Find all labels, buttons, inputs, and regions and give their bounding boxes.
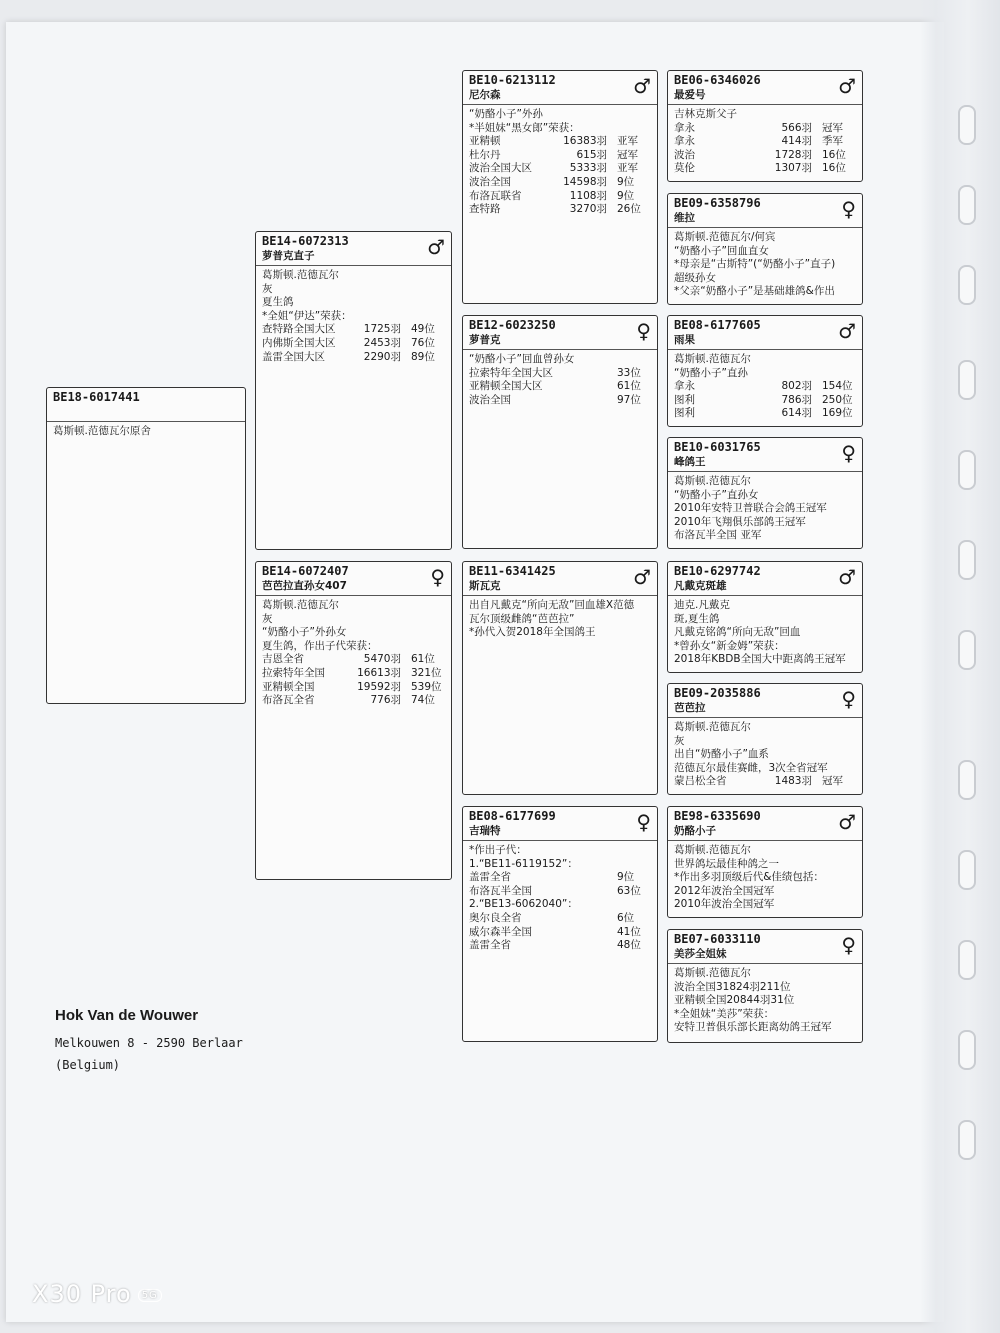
pedigree-card-sss [667, 70, 863, 182]
info-line: 2010年飞翔俱乐部鸽王冠军 [674, 515, 806, 528]
binder-hole [958, 265, 976, 305]
pigeon-name: 最爱号 [674, 89, 706, 101]
result-row [469, 190, 651, 204]
bird-count: 16613羽 [357, 666, 401, 679]
pigeon-name: 奶酪小子 [674, 825, 716, 837]
card-body [256, 596, 451, 711]
bird-count: 19592羽 [357, 680, 401, 693]
bird-count: 2453羽 [363, 336, 401, 349]
ring-number: BE10-6031765 [674, 440, 761, 454]
card-body [463, 105, 657, 220]
info-line: 亚精顿全国20844羽31位 [674, 994, 795, 1007]
card-header [668, 316, 862, 350]
card-header [668, 194, 862, 228]
result-row [469, 926, 651, 940]
placing: 16位 [822, 162, 846, 175]
race-name: 查特路 [469, 203, 501, 216]
info-line: 夏生鸽，作出子代荣获： [262, 639, 378, 652]
info-line: 范德瓦尔最佳赛雌，3次全省冠军 [674, 761, 828, 774]
pedigree-card-dds [667, 806, 863, 918]
binder-hole [958, 360, 976, 400]
male-icon: ♂ [427, 235, 445, 259]
ring-number: BE12-6023250 [469, 318, 556, 332]
card-body [668, 105, 862, 179]
bird-count [565, 394, 607, 408]
binder-hole [958, 1120, 976, 1160]
pigeon-name: 维拉 [674, 212, 695, 224]
placing: 9位 [617, 175, 635, 188]
card-body [463, 841, 657, 956]
race-name: 蒙吕松全省 [674, 775, 727, 788]
card-body [668, 596, 862, 670]
binder-hole [958, 940, 976, 980]
result-row [469, 939, 651, 953]
result-row [469, 367, 651, 381]
card-header [256, 562, 451, 596]
ring-number: BE09-2035886 [674, 686, 761, 700]
result-row [674, 394, 856, 408]
race-name: 亚精顿 [469, 135, 501, 148]
pedigree-card-subject [46, 387, 246, 704]
info-line: 吉林克斯父子 [674, 108, 737, 120]
female-icon: ♀ [636, 810, 651, 834]
race-name: 威尔森半全国 [469, 925, 532, 938]
bird-count [565, 367, 607, 381]
placing: 321位 [411, 666, 442, 679]
info-line: 葛斯顿.范德瓦尔 [674, 353, 751, 365]
info-line: 2.“BE13-6062040”： [469, 898, 578, 911]
race-name: 拉索特年全国 [262, 666, 325, 679]
result-row [262, 681, 445, 695]
race-name: 波治全国 [469, 175, 511, 188]
pigeon-name: 芭芭拉 [674, 702, 706, 714]
binder-hole [958, 850, 976, 890]
info-line: *作出多羽顶级后代&佳绩包括： [674, 871, 824, 884]
info-line: 2018年KBDB全国大中距离鸽王冠军 [674, 653, 846, 666]
pedigree-card-dam [255, 561, 452, 880]
info-line: 灰 [262, 612, 273, 625]
female-icon: ♀ [430, 565, 445, 589]
placing: 250位 [822, 393, 853, 406]
result-row [674, 135, 856, 149]
address-line: Melkouwen 8 - 2590 Berlaar [55, 1036, 243, 1050]
info-line: 布洛瓦半全国 亚军 [674, 529, 762, 542]
card-header [463, 807, 657, 841]
result-row [674, 162, 856, 176]
card-body [47, 422, 245, 442]
result-row [674, 775, 856, 789]
ring-number: BE08-6177699 [469, 809, 556, 823]
info-line: 灰 [262, 282, 273, 295]
result-row [469, 162, 651, 176]
placing: 539位 [411, 680, 442, 693]
info-line: 1.“BE11-6119152”： [469, 857, 578, 870]
card-body [668, 350, 862, 424]
male-icon: ♂ [838, 810, 856, 834]
race-name: 图利 [674, 393, 695, 406]
card-body [463, 596, 657, 643]
female-icon: ♀ [841, 197, 856, 221]
race-name: 亚精顿全国大区 [469, 380, 543, 393]
pigeon-name: 尼尔森 [469, 89, 501, 101]
country-line: (Belgium) [55, 1058, 121, 1072]
info-line: “奶酪小子”回血曾孙女 [469, 353, 575, 365]
bird-count [565, 885, 607, 899]
bird-count: 566羽 [781, 121, 812, 134]
result-row [674, 122, 856, 136]
female-icon: ♀ [636, 319, 651, 343]
result-row [262, 337, 445, 351]
card-body [256, 266, 451, 367]
placing: 74位 [411, 694, 435, 707]
card-header [668, 684, 862, 718]
pedigree-card-ddd [667, 929, 863, 1043]
card-header [668, 930, 862, 964]
card-body [668, 472, 862, 546]
bird-count: 1108羽 [569, 189, 607, 202]
info-line: 2010年安特卫普联合会鸽王冠军 [674, 502, 827, 515]
result-row [674, 380, 856, 394]
placing: 97位 [617, 393, 641, 406]
info-line: “奶酪小子”直孙 [674, 366, 748, 379]
ring-number: BE10-6297742 [674, 564, 761, 578]
result-row [262, 323, 445, 337]
info-line: 瓦尔顶级雌鸽“芭芭拉” [469, 612, 575, 625]
race-name: 图利 [674, 407, 695, 420]
binder-hole [958, 760, 976, 800]
bird-count [565, 912, 607, 926]
info-line: “奶酪小子”回血直女 [674, 244, 769, 257]
ring-number: BE09-6358796 [674, 196, 761, 210]
bird-count [565, 380, 607, 394]
card-body [668, 228, 862, 302]
pedigree-card-dsd [667, 683, 863, 795]
info-line: “奶酪小子”直孙女 [674, 488, 759, 501]
pedigree-card-sire [255, 231, 452, 550]
placing: 61位 [617, 380, 641, 393]
result-row [469, 135, 651, 149]
pigeon-name: 峰鸽王 [674, 456, 706, 468]
race-name: 莫伦 [674, 162, 695, 175]
binder-hole [958, 185, 976, 225]
info-line: 世界鸽坛最佳种鸽之一 [674, 857, 779, 870]
result-row [262, 667, 445, 681]
card-header [256, 232, 451, 266]
placing: 89位 [411, 350, 435, 363]
info-line: 葛斯顿.范德瓦尔 [674, 721, 751, 733]
info-line: *孙代入贺2018年全国鸽王 [469, 626, 596, 639]
card-body [668, 718, 862, 792]
card-body [463, 350, 657, 410]
binder-hole [958, 105, 976, 145]
pedigree-card-sds [667, 315, 863, 427]
bird-count: 614羽 [781, 407, 812, 420]
bird-count [565, 939, 607, 953]
race-name: 盖雷全省 [469, 871, 511, 884]
info-line: 迪克.凡戴克 [674, 599, 730, 611]
placing: 26位 [617, 203, 641, 216]
pedigree-card-sdd [667, 437, 863, 549]
race-name: 查特路全国大区 [262, 323, 336, 336]
bird-count: 1307羽 [774, 162, 812, 175]
race-name: 布洛瓦全省 [262, 694, 315, 707]
card-header [668, 807, 862, 841]
pedigree-card-sire-dam [462, 315, 658, 549]
binder-hole [958, 630, 976, 670]
ring-number: BE06-6346026 [674, 73, 761, 87]
male-icon: ♂ [633, 74, 651, 98]
placing: 9位 [617, 189, 635, 202]
bird-count: 414羽 [781, 135, 812, 148]
info-line: 葛斯顿.范德瓦尔 [262, 269, 339, 281]
result-row [674, 149, 856, 163]
result-row [469, 885, 651, 899]
info-line: 葛斯顿.范德瓦尔 [262, 599, 339, 611]
ring-number: BE08-6177605 [674, 318, 761, 332]
card-header [47, 388, 245, 422]
result-row [469, 912, 651, 926]
placing: 63位 [617, 884, 641, 897]
result-row [469, 394, 651, 408]
info-line: 2012年波治全国冠军 [674, 884, 775, 897]
male-icon: ♂ [838, 319, 856, 343]
result-row [674, 407, 856, 421]
info-line: 凡戴克铭鸽“所向无敌”回血 [674, 626, 801, 639]
race-name: 内佛斯全国大区 [262, 336, 336, 349]
pedigree-card-sire-sire [462, 70, 658, 304]
card-header [463, 71, 657, 105]
ring-number: BE11-6341425 [469, 564, 556, 578]
info-line: 超级孙女 [674, 271, 716, 284]
binder-hole [958, 450, 976, 490]
bird-count: 3270羽 [569, 203, 607, 216]
card-body [668, 841, 862, 915]
pigeon-name: 美莎全姐妹 [674, 948, 727, 960]
info-line: 葛斯顿.范德瓦尔/何宾 [674, 231, 776, 243]
result-row [262, 351, 445, 365]
placing: 49位 [411, 323, 435, 336]
female-icon: ♀ [841, 441, 856, 465]
race-name: 拿永 [674, 380, 695, 393]
info-line: 波治全国31824羽211位 [674, 980, 791, 993]
pigeon-name: 萝普克 [469, 334, 501, 346]
race-name: 杜尔丹 [469, 148, 501, 161]
loft-name: Hok Van de Wouwer [55, 1007, 199, 1024]
ring-number: BE18-6017441 [53, 390, 140, 404]
bird-count: 2290羽 [363, 350, 401, 363]
placing: 亚军 [617, 162, 638, 175]
info-line: *父亲“奶酪小子”是基础雄鸽&作出 [674, 285, 835, 298]
info-line: 夏生鸽 [262, 296, 294, 309]
placing: 9位 [617, 871, 635, 884]
pigeon-name: 斯瓦克 [469, 580, 501, 592]
info-line: 斑,夏生鸽 [674, 612, 720, 625]
placing: 季军 [822, 135, 843, 148]
card-header [668, 562, 862, 596]
card-body [668, 964, 862, 1038]
bird-count: 5333羽 [569, 162, 607, 175]
placing: 61位 [411, 653, 435, 666]
camera-model: X30 Pro [32, 1280, 132, 1308]
race-name: 拉索特年全国大区 [469, 366, 553, 379]
result-row [469, 149, 651, 163]
result-row [469, 176, 651, 190]
loft-address [55, 1032, 243, 1076]
info-line: *全姐妹“美莎”荣获： [674, 1007, 775, 1020]
card-header [463, 562, 657, 596]
placing: 亚军 [617, 135, 638, 148]
ring-number: BE07-6033110 [674, 932, 761, 946]
pigeon-name: 凡戴克斑雄 [674, 580, 727, 592]
race-name: 波治全国大区 [469, 162, 532, 175]
bird-count: 786羽 [781, 393, 812, 406]
race-name: 盖雷全省 [469, 939, 511, 952]
binder-hole [958, 1030, 976, 1070]
placing: 冠军 [617, 148, 638, 161]
card-header [668, 71, 862, 105]
camera-watermark [32, 1280, 162, 1308]
ring-number: BE14-6072313 [262, 234, 349, 248]
info-line: 出自“奶酪小子”血系 [674, 748, 769, 761]
male-icon: ♂ [838, 74, 856, 98]
race-name: 拿永 [674, 121, 695, 134]
info-line: *全姐“伊达”荣获： [262, 309, 352, 322]
info-line: *半姐妹“黑女郎”荣获： [469, 121, 580, 134]
info-line: 葛斯顿.范德瓦尔 [674, 844, 751, 856]
bird-count: 1728羽 [774, 148, 812, 161]
placing: 16位 [822, 148, 846, 161]
bird-count: 1483羽 [774, 775, 812, 788]
placing: 76位 [411, 336, 435, 349]
result-row [262, 653, 445, 667]
race-name: 波治 [674, 148, 695, 161]
race-name: 吉恩全省 [262, 653, 304, 666]
bird-count [565, 871, 607, 885]
result-row [469, 203, 651, 217]
female-icon: ♀ [841, 933, 856, 957]
pedigree-card-dss [667, 561, 863, 673]
binder-hole [958, 540, 976, 580]
info-line: 出自凡戴克“所向无敌”回血雄X范德 [469, 599, 635, 611]
placing: 冠军 [822, 775, 843, 788]
result-row [469, 380, 651, 394]
info-line: *曾孙女“新金姆”荣获： [674, 639, 785, 652]
info-line: 葛斯顿.范德瓦尔原舍 [53, 425, 151, 437]
pigeon-name: 吉瑞特 [469, 825, 501, 837]
race-name: 拿永 [674, 135, 695, 148]
placing: 6位 [617, 911, 635, 924]
race-name: 亚精顿全国 [262, 680, 315, 693]
placing: 48位 [617, 939, 641, 952]
bird-count: 14598羽 [563, 175, 607, 188]
info-line: 2010年波治全国冠军 [674, 898, 775, 911]
network-badge: 5G [138, 1289, 162, 1302]
pedigree-card-ssd [667, 193, 863, 305]
info-line: 葛斯顿.范德瓦尔 [674, 967, 751, 979]
race-name: 波治全国 [469, 393, 511, 406]
bird-count: 16383羽 [563, 135, 607, 148]
placing: 41位 [617, 925, 641, 938]
bird-count: 615羽 [576, 148, 607, 161]
result-row [469, 871, 651, 885]
race-name: 盖雷全国大区 [262, 350, 325, 363]
ring-number: BE10-6213112 [469, 73, 556, 87]
placing: 169位 [822, 407, 853, 420]
pigeon-name: 芭芭拉直孙女407 [262, 580, 347, 592]
placing: 154位 [822, 380, 853, 393]
female-icon: ♀ [841, 687, 856, 711]
placing: 冠军 [822, 121, 843, 134]
ring-number: BE14-6072407 [262, 564, 349, 578]
placing: 33位 [617, 366, 641, 379]
info-line: *作出子代： [469, 844, 527, 856]
pigeon-name: 萝普克直子 [262, 250, 315, 262]
race-name: 奥尔良全省 [469, 911, 522, 924]
info-line: *母亲是“古斯特”(“奶酪小子”直子) [674, 258, 836, 271]
info-line: “奶酪小子”外孙女 [262, 626, 347, 639]
info-line: “奶酪小子”外孙 [469, 108, 543, 120]
card-header [463, 316, 657, 350]
result-row [262, 694, 445, 708]
card-header [668, 438, 862, 472]
pedigree-card-dam-dam [462, 806, 658, 1042]
bird-count [565, 926, 607, 940]
bird-count: 802羽 [781, 380, 812, 393]
race-name: 布洛瓦联省 [469, 189, 522, 202]
race-name: 布洛瓦半全国 [469, 884, 532, 897]
pedigree-card-dam-sire [462, 561, 658, 795]
info-line: 安特卫普俱乐部长距离幼鸽王冠军 [674, 1021, 832, 1034]
male-icon: ♂ [633, 565, 651, 589]
bird-count: 5470羽 [363, 653, 401, 666]
male-icon: ♂ [838, 565, 856, 589]
bird-count: 776羽 [370, 694, 401, 707]
bird-count: 1725羽 [363, 323, 401, 336]
ring-number: BE98-6335690 [674, 809, 761, 823]
pigeon-name: 雨果 [674, 334, 695, 346]
info-line: 葛斯顿.范德瓦尔 [674, 475, 751, 487]
info-line: 灰 [674, 734, 685, 747]
